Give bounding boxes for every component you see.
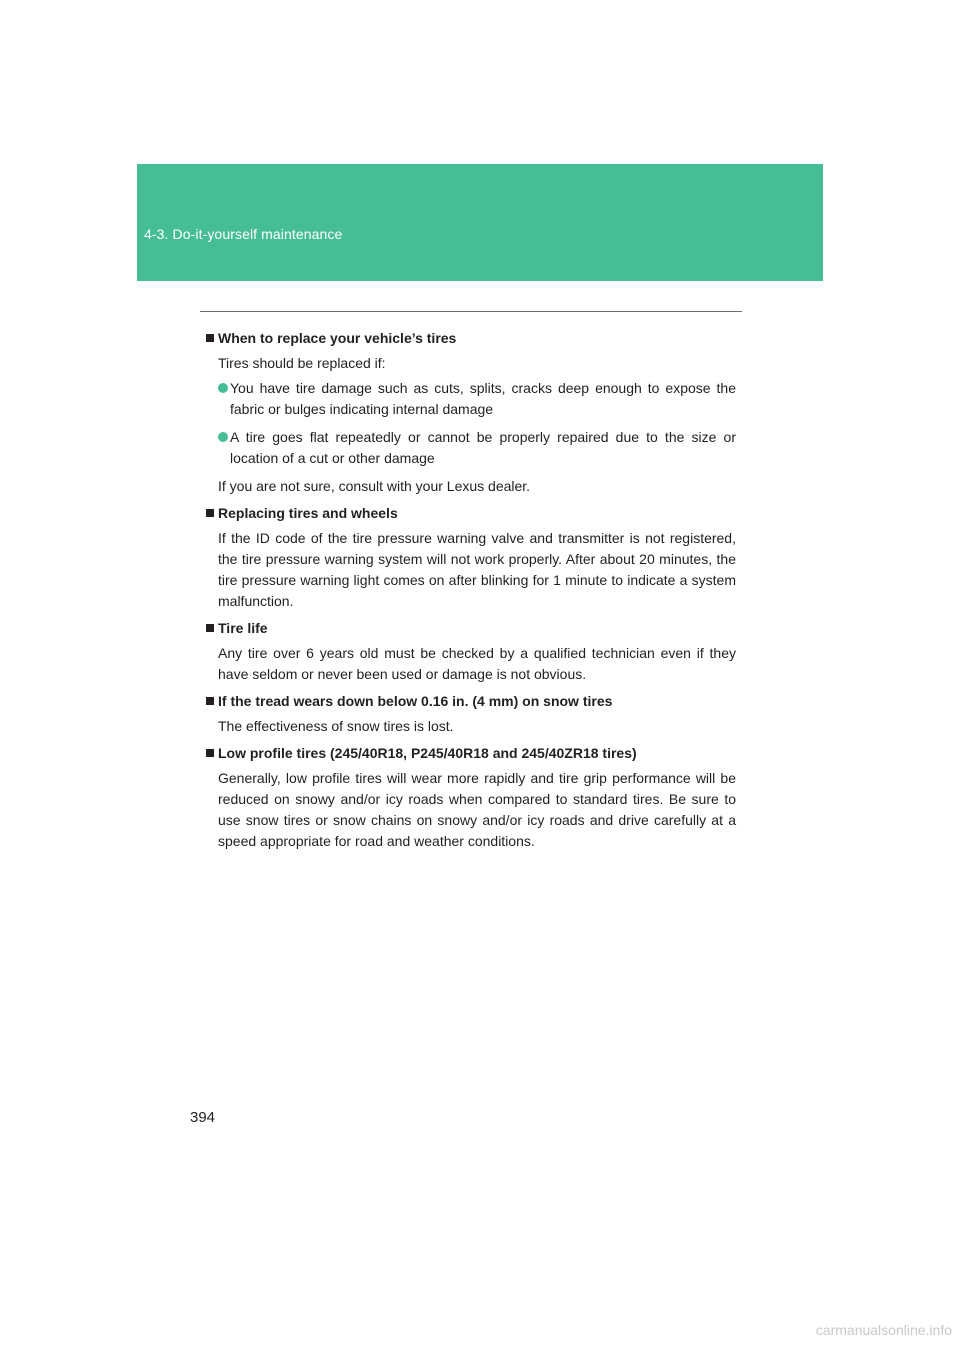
square-bullet-icon xyxy=(206,624,214,632)
section-outro: If you are not sure, consult with your Lexus dealer. xyxy=(218,478,531,494)
square-bullet-icon xyxy=(206,509,214,517)
section-heading: If the tread wears down below 0.16 in. (4 mm) on snow tires xyxy=(218,693,613,709)
list-item-text: A tire goes flat repeatedly or cannot be properly repaired due to the size or location of a cut or other damage xyxy=(230,429,736,466)
section-snow-tires xyxy=(206,689,736,737)
page-number: 394 xyxy=(190,1109,216,1126)
section-heading: Tire life xyxy=(218,620,268,636)
section-when-to-replace xyxy=(206,326,736,497)
divider-rule xyxy=(200,311,742,312)
section-intro: Tires should be replaced if: xyxy=(218,355,386,371)
section-text: The effectiveness of snow tires is lost. xyxy=(218,718,454,734)
section-text: Generally, low profile tires will wear more rapidly and tire grip performance will be reduced on snowy and/or icy roads when compared to standard tires. Be sure to use snow tires or snow chains on snowy and/or icy roads and drive carefully at a speed appropriate for road and weather conditions. xyxy=(218,770,736,849)
section-heading: Low profile tires (245/40R18, P245/40R18 and 245/40ZR18 tires) xyxy=(218,745,637,761)
section-low-profile-tires xyxy=(206,741,736,852)
square-bullet-icon xyxy=(206,749,214,757)
section-text: Any tire over 6 years old must be checked by a qualified technician even if they have seldom or never been used or damage is not obvious. xyxy=(218,645,736,682)
section-heading: Replacing tires and wheels xyxy=(218,505,398,521)
section-replacing-tires xyxy=(206,501,736,612)
section-title: 4-3. Do-it-yourself maintenance xyxy=(144,226,343,242)
section-tire-life xyxy=(206,616,736,685)
section-header-band xyxy=(137,164,823,281)
square-bullet-icon xyxy=(206,334,214,342)
watermark: carmanualsonline.info xyxy=(815,1322,952,1338)
section-heading: When to replace your vehicle’s tires xyxy=(218,330,457,346)
list-item xyxy=(218,427,736,469)
section-text: If the ID code of the tire pressure warning valve and transmitter is not registered, the tire pressure warning system will not work properly. After about 20 minutes, the tire pressure warning light comes on after blinking for 1 minute to indicate a system malfunction. xyxy=(218,530,736,609)
list-item-text: You have tire damage such as cuts, splits, cracks deep enough to expose the fabric or bulges indicating internal damage xyxy=(230,380,736,417)
content-area xyxy=(206,326,736,856)
round-bullet-icon xyxy=(218,383,228,393)
square-bullet-icon xyxy=(206,697,214,705)
round-bullet-icon xyxy=(218,432,228,442)
list-item xyxy=(218,378,736,420)
